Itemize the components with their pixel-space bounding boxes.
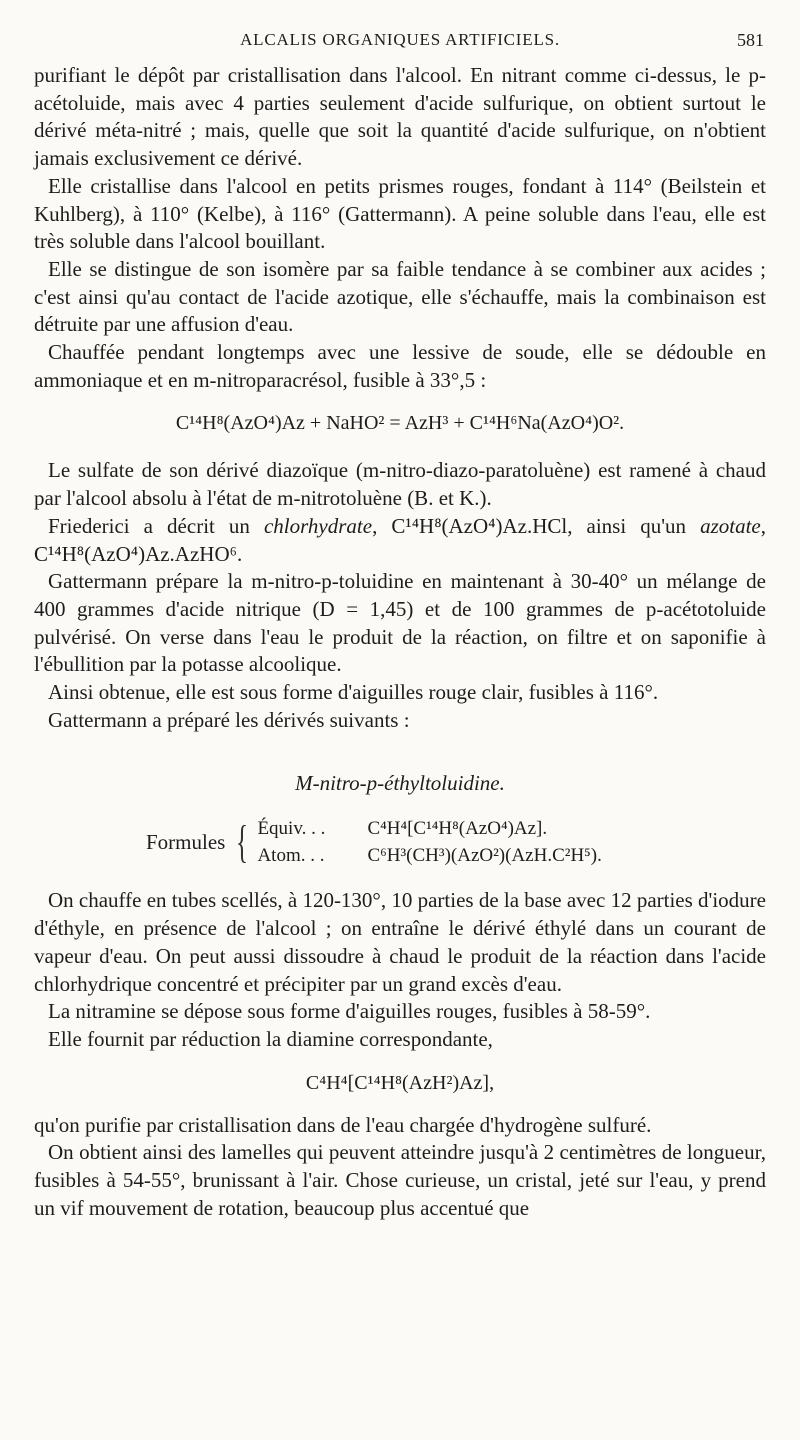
p6-text-c: , C¹⁴H⁸(AzO⁴)Az.HCl, ainsi qu'un [372, 513, 701, 538]
paragraph-11: La nitramine se dépose sous forme d'aiguilles rouges, fusibles à 58-59°. [48, 999, 651, 1024]
paragraph-1: purifiant le dépôt par cristallisation dans l'alcool. En nitrant comme ci-dessus, le p-acétoluide, mais avec 4 parties seulement d'acide sulfurique, on obtient surtout le dérivé méta-nitré ; mais, quelle que soit la quantité d'acide sulfurique, on n'obtient jamais exclusivement ce dérivé. [34, 63, 766, 171]
equation-diamine: C⁴H⁴[C¹⁴H⁸(AzH²)Az], [305, 1071, 495, 1094]
paragraph-2: Elle cristallise dans l'alcool en petits prismes rouges, fondant à 114° (Beilstein et Kuhlberg), à 110° (Kelbe), à 116° (Gattermann). A peine soluble dans l'eau, elle est très soluble dans l'alcool bouillant. [34, 173, 766, 254]
p6-text-a: Friederici a décrit un [48, 513, 264, 538]
p6-chlorhydrate: chlorhydrate [263, 513, 373, 538]
formula-atom-value: C⁶H³(CH³)(AzO²)(AzH.C²H⁵). [367, 845, 602, 867]
formulas-label: Formules [146, 829, 226, 854]
paragraph-4: Chauffée pendant longtemps avec une lessive de soude, elle se dédouble en ammoniaque et en m-nitroparacrésol, fusible à 33°,5 : [34, 340, 766, 392]
paragraph-10: On chauffe en tubes scellés, à 120-130°, 10 parties de la base avec 12 parties d'iodure d'éthyle, en présence de l'alcool ; on entraîne le dérivé éthylé dans un courant de vapeur d'eau. On peut aussi dissoudre à chaud le produit de la réaction dans l'acide chlorhydrique concentré et précipiter par un grand excès d'eau. [34, 888, 766, 996]
paragraph-6 [34, 513, 766, 568]
formula-equiv-value: C⁴H⁴[C¹⁴H⁸(AzO⁴)Az]. [367, 818, 548, 840]
formulas-block [146, 812, 766, 872]
p6-text-e: , C¹⁴H⁸(AzO⁴)Az.AzHO⁶. [34, 513, 766, 566]
formula-row-atom [257, 842, 601, 869]
page-header [0, 30, 800, 54]
page-number: 581 [737, 30, 764, 50]
equation-nitroparacresol: C¹⁴H⁸(AzO⁴)Az + NaHO² = AzH³ + C¹⁴H⁶Na(AzO⁴)O². [175, 412, 625, 435]
p6-azotate: azotate [700, 513, 761, 538]
running-title: ALCALIS ORGANIQUES ARTIFICIELS. [240, 30, 560, 49]
formula-row-equiv [257, 815, 601, 842]
formula-atom-key: Atom. . . [257, 845, 325, 867]
paragraph-13: qu'on purifie par cristallisation dans de l'eau chargée d'hydrogène sulfuré. [34, 1112, 652, 1137]
paragraph-5: Le sulfate de son dérivé diazoïque (m-nitro-diazo-paratoluène) est ramené à chaud par l'alcool absolu à l'état de m-nitrotoluène (B. et K.). [34, 458, 766, 511]
page-body [34, 62, 766, 1223]
paragraph-7: Gattermann prépare la m-nitro-p-toluidine en maintenant à 30-40° un mélange de 400 grammes d'acide nitrique (D = 1,45) et de 100 grammes de p-acétotoluide pulvérisé. On verse dans l'eau le produit de la réaction, on filtre et on saponifie à l'ébullition par la potasse alcoolique. [34, 569, 766, 677]
formula-equiv-key: Équiv. . . [257, 818, 326, 840]
paragraph-9: Gattermann a préparé les dérivés suivants : [48, 707, 410, 732]
paragraph-8: Ainsi obtenue, elle est sous forme d'aiguilles rouge clair, fusibles à 116°. [48, 680, 659, 705]
brace-icon: { [236, 816, 249, 868]
section-subtitle: M-nitro-p-éthyltoluidine. [295, 771, 505, 796]
paragraph-3: Elle se distingue de son isomère par sa faible tendance à se combiner aux acides ; c'est ainsi qu'au contact de l'acide azotique, elle s'échauffe, mais la combinaison est détruite par une affusion d'eau. [34, 256, 766, 337]
paragraph-12: Elle fournit par réduction la diamine correspondante, [48, 1026, 493, 1051]
paragraph-14: On obtient ainsi des lamelles qui peuvent atteindre jusqu'à 2 centimètres de longueur, fusibles à 54-55°, brunissant à l'air. Chose curieuse, un cristal, jeté sur l'eau, y prend un vif mouvement de rotation, beaucoup plus accentué que [34, 1140, 766, 1220]
